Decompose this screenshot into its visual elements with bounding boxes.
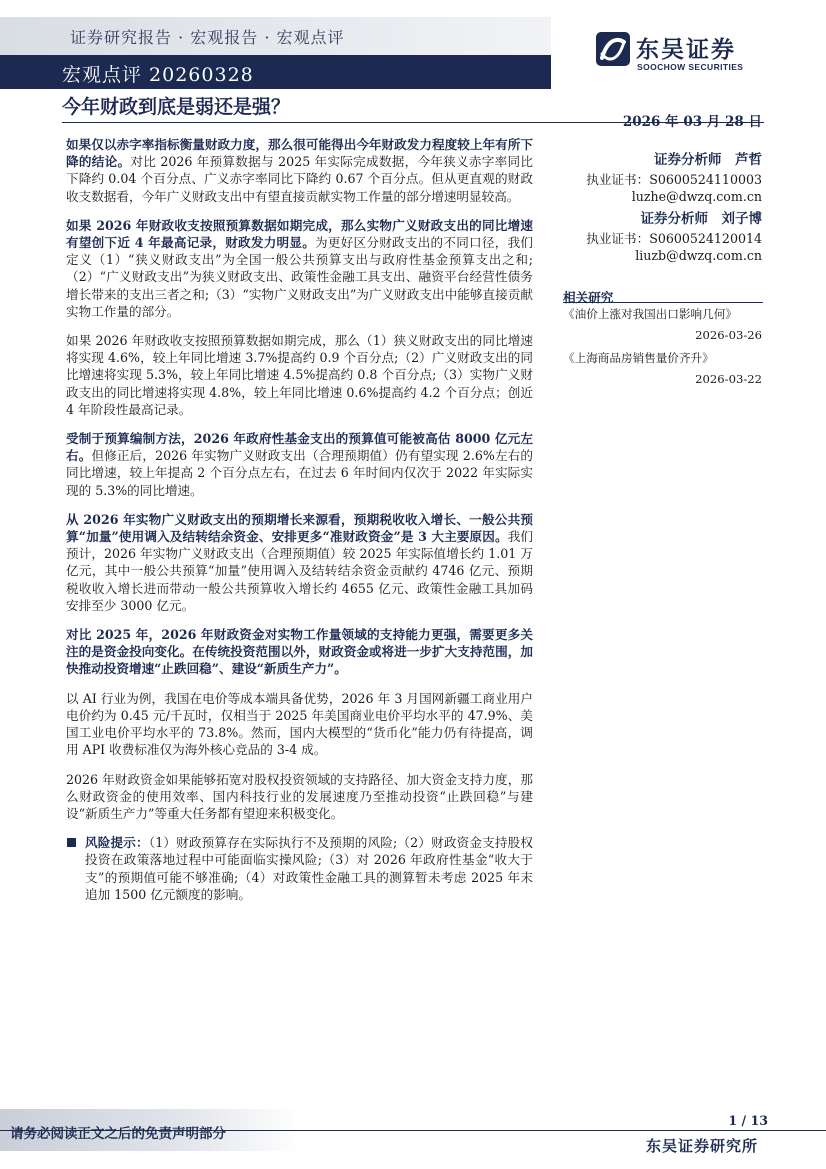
paragraph <box>66 690 533 759</box>
analyst-cert: 执业证书：S0600524110003 <box>586 172 762 187</box>
paragraph-text: 如果 2026 年财政收支按照预算数据如期完成，那么（1）狭义财政支出的同比增速将实现 4.6%，较上年同比增速 3.7%提高约 0.9 个百分点;（2）广义财政支出的同比增速将实现 5.3%，较上年同比增速 4.5%提高约 0.8 个百分点;（3）实物广义财政支出的同比增速将实现 4.8%，较上年同比增速 0.6%提高约 4.2 个百分点；创近 4 年阶段性最高记录。 <box>66 333 533 417</box>
paragraph-lead: 对比 2025 年，2026 年财政资金对实物工作量领域的支持能力更强，需要更多关注的是资金投向变化。在传统投资范围以外，财政资金或将进一步扩大支持范围，加快推动投资增速“止跌回稳”、建设“新质生产力”。 <box>66 627 533 677</box>
paragraph <box>66 626 533 678</box>
analyst-name: 证券分析师 刘子博 <box>640 211 762 227</box>
related-research-heading: 相关研究 <box>563 290 614 305</box>
paragraph-text: 我们预计，2026 年实物广义财政支出（合理预期值）较 2025 年实际值增长约 1.01 万亿元，其中一般公共预算“加量”使用调入及结转结余资金贡献约 4746 亿元、预期税收收入增长进而带动一般公共预算收入增长约 4655 亿元、政策性金融工具加码安排至少 3000 亿元。 <box>66 529 534 613</box>
paragraph-text: 为更好区分财政支出的不同口径，我们定义（1）“狭义财政支出”为全国一般公共预算支出与政府性基金预算支出之和;（2）“广义财政支出”为狭义财政支出、政策性金融工具支出、融资平台经营性债务增长带来的支出三者之和;（3）“实物广义财政支出”为广义财政支出中能够直接贡献实物工作量的部分。 <box>66 235 533 319</box>
report-date: 2026 年 03 月 28 日 <box>622 114 762 130</box>
institute-name: 东吴证券研究所 <box>645 1137 758 1155</box>
related-report-date: 2026-03-26 <box>695 328 762 342</box>
paragraph <box>66 136 533 205</box>
related-report-link[interactable]: 《油价上涨对我国出口影响几何》 <box>563 307 737 321</box>
paragraph <box>66 771 533 823</box>
paragraph-text: 2026 年财政资金如果能够拓宽对股权投资领域的支持路径、加大资金支持力度，那么财政资金的使用效率、国内科技行业的发展速度乃至推动投资“止跌回稳”与建设“新质生产力”等重大任务都有望迎来积极变化。 <box>66 771 533 821</box>
header-banner <box>0 17 551 55</box>
report-title: 今年财政到底是弱还是强？ <box>62 96 291 118</box>
paragraph-lead: 如果 2026 年财政收支按照预算数据如期完成，那么实物广义财政支出的同比增速有望创下近 4 年最高记录，财政发力明显。 <box>66 217 533 251</box>
bullet-square-icon <box>67 838 76 847</box>
analyst-email[interactable]: luzhe@dwzq.com.cn <box>631 189 762 204</box>
report-series: 宏观点评 20260328 <box>62 64 254 86</box>
paragraph-lead: 从 2026 年实物广义财政支出的预期增长来源看，预期税收收入增长、一般公共预算“加量”使用调入及结转结余资金、安排更多“准财政资金”是 3 大主要原因。 <box>66 511 533 545</box>
report-body <box>66 136 533 917</box>
paragraph <box>66 511 533 614</box>
analyst-cert: 执业证书：S0600524120014 <box>586 231 762 246</box>
paragraph <box>66 217 533 320</box>
paragraph-lead: 如果仅以赤字率指标衡量财政力度，那么很可能得出今年财政发力程度较上年有所下降的结论。 <box>66 137 533 170</box>
series-banner <box>0 55 551 89</box>
paragraph <box>66 332 533 418</box>
risk-text: （1）财政预算存在实际执行不及预期的风险;（2）财政资金支持股权投资在政策落地过程中可能面临实操风险;（3）对 2026 年政府性基金“收大于支”的预期值可能不够准确;（4）对政策性金融工具的测算暂未考虑 2025 年末追加 1500 亿元额度的影响。 <box>85 835 534 902</box>
paragraph-text: 但修正后，2026 年实物广义财政支出（合理预期值）仍有望实现 2.6%左右的同比增速，较上年提高 2 个百分点左右，在过去 6 年时间内仅次于 2022 年实际实现的 5.3%的同比增速。 <box>66 448 533 498</box>
related-report-date: 2026-03-22 <box>695 372 762 386</box>
paragraph-text: 对比 2026 年预算数据与 2025 年实际完成数据，今年狭义赤字率同比下降约 0.04 个百分点、广义赤字率同比下降约 0.67 个百分点。但从更直观的财政收支数据看，今年广义财政支出中有望直接贡献实物工作量的部分增速明显较高。 <box>66 154 533 204</box>
related-report-link[interactable]: 《上海商品房销售量价齐升》 <box>563 351 714 365</box>
related-divider <box>563 302 763 303</box>
risk-label: 风险提示： <box>85 835 149 851</box>
analyst-email[interactable]: liuzb@dwzq.com.cn <box>635 248 762 263</box>
logo-english: SOOCHOW SECURITIES <box>637 62 744 72</box>
analyst-name: 证券分析师 芦哲 <box>654 152 762 168</box>
risk-warning <box>66 834 533 903</box>
page-number: 1 / 13 <box>728 1113 768 1128</box>
paragraph <box>66 430 533 499</box>
logo-wordmark: 东吴证券 <box>636 37 736 63</box>
breadcrumb: 证券研究报告 · 宏观报告 · 宏观点评 <box>70 28 345 47</box>
disclaimer-note: 请务必阅读正文之后的免责声明部分 <box>10 1126 226 1142</box>
paragraph-text: 以 AI 行业为例，我国在电价等成本端具备优势，2026 年 3 月国网新疆工商业用户电价约为 0.45 元/千瓦时，仅相当于 2025 年美国商业电价平均水平的 47.9%、美国工业电价平均水平的 73.8%。然而，国内大模型的“货币化”能力仍有待提高，调用 API 收费标准仅为海外核心竞品的 3-4 成。 <box>66 690 533 758</box>
footer-divider <box>0 1130 826 1131</box>
paragraph-lead: 受制于预算编制方法，2026 年政府性基金支出的预算值可能被高估 8000 亿元左右。 <box>66 431 533 464</box>
